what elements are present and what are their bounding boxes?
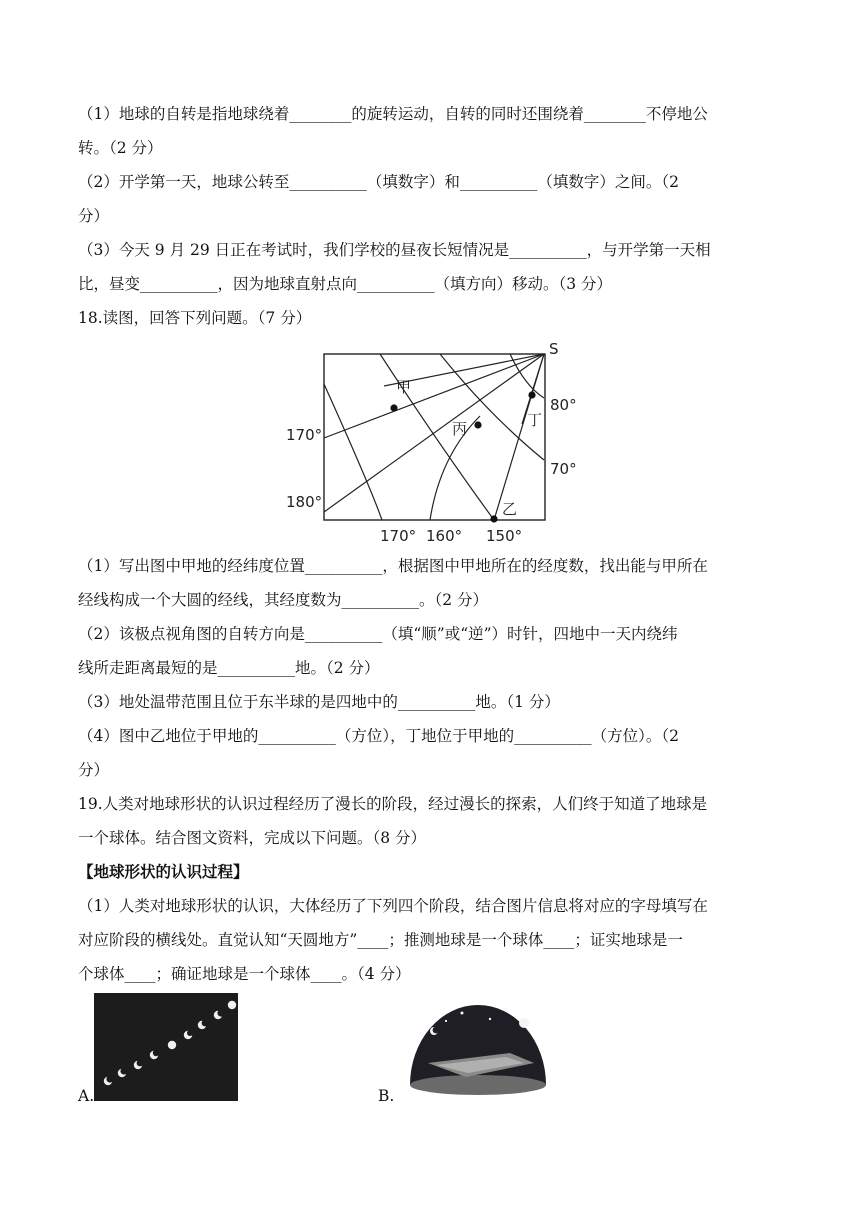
text-line: （2）该极点视角图的自转方向是__________（填“顺”或“逆”）时针，四地中一天内绕纬 (78, 625, 678, 643)
q17-part2 (78, 165, 782, 233)
text-line: 比，昼变__________，因为地球直射点向__________（填方向）移动。（3 分） (78, 275, 613, 293)
text-line: 转。（2 分） (78, 139, 163, 157)
longitude-label: 160° (426, 527, 463, 545)
graticule (324, 354, 544, 520)
q18-part1 (78, 549, 782, 617)
longitude-label: 150° (486, 527, 523, 545)
option-b-label: B. (378, 1087, 395, 1105)
point-bing (474, 421, 481, 428)
point-label: 丁 (527, 411, 543, 429)
point-ding (528, 391, 535, 398)
text-line: 线所走距离最短的是__________地。（2 分） (78, 659, 380, 677)
pole-label: S (549, 340, 559, 358)
text-line: 个球体____；确证地球是一个球体____。（4 分） (78, 965, 411, 983)
meridian-line (324, 354, 544, 512)
text-line: （1）地球的自转是指地球绕着________的旋转运动，自转的同时还围绕着________不停地公 (78, 105, 708, 123)
text-line: 经线构成一个大圆的经线，其经度数为__________。（2 分） (78, 591, 489, 609)
point-label: 乙 (502, 500, 518, 518)
text-line: 一个球体。结合图文资料，完成以下问题。（8 分） (78, 829, 427, 847)
text-line: 19.人类对地球形状的认识过程经历了漫长的阶段，经过漫长的探索，人们终于知道了地球是 (78, 795, 708, 813)
q18-title (78, 301, 782, 335)
eclipse-sequence-image (94, 993, 238, 1101)
text-line: （4）图中乙地位于甲地的__________（方位），丁地位于甲地的__________（方位）。（2 (78, 727, 679, 745)
point-jia (390, 404, 397, 411)
option-a-label: A. (78, 1087, 95, 1105)
point-yi (490, 515, 497, 522)
point-label: 丙 (452, 420, 468, 438)
longitude-label: 170° (380, 527, 417, 545)
meridian-line (324, 354, 544, 438)
latitude-label: 70° (550, 460, 577, 478)
q18-part2 (78, 617, 782, 685)
q18-part4 (78, 719, 782, 787)
longitude-label: 170° (286, 426, 323, 444)
latitude-label: 80° (550, 396, 577, 414)
q19-part1 (78, 889, 782, 991)
q19-title (78, 787, 782, 855)
lunar-eclipse-photo (94, 993, 238, 1101)
q19-section-heading (78, 855, 782, 889)
q18-part3 (78, 685, 782, 719)
text-line: 分） (78, 761, 110, 779)
longitude-label: 180° (286, 493, 323, 511)
q17-part1 (78, 97, 782, 165)
text-line: （3）今天 9 月 29 日正在考试时，我们学校的昼夜长短情况是__________，与开学第一天相 (78, 241, 711, 259)
dome-sky-photo (406, 993, 550, 1101)
map-frame (324, 354, 545, 520)
question-title: 18.读图，回答下列问题。（7 分） (78, 309, 312, 327)
text-line: （1）人类对地球形状的认识，大体经历了下列四个阶段，结合图片信息将对应的字母填写在 (78, 897, 708, 915)
point-label: 甲 (396, 378, 412, 396)
text-line: （1）写出图中甲地的经纬度位置__________，根据图中甲地所在的经度数，找出能与甲所在 (78, 557, 708, 575)
dome-earth-image (406, 993, 550, 1101)
q17-part3 (78, 233, 782, 301)
latitude-arc (324, 384, 382, 520)
text-line: 分） (78, 207, 110, 225)
text-line: （2）开学第一天，地球公转至__________（填数字）和__________（填数字）之间。（2 (78, 173, 679, 191)
section-heading: 【地球形状的认识过程】 (78, 862, 249, 881)
text-line: （3）地处温带范围且位于东半球的是四地中的__________地。（1 分） (78, 693, 560, 711)
polar-map-figure (280, 336, 580, 548)
text-line: 对应阶段的横线处。直觉认知“天圆地方”____；推测地球是一个球体____；证实地球是一 (78, 931, 683, 949)
